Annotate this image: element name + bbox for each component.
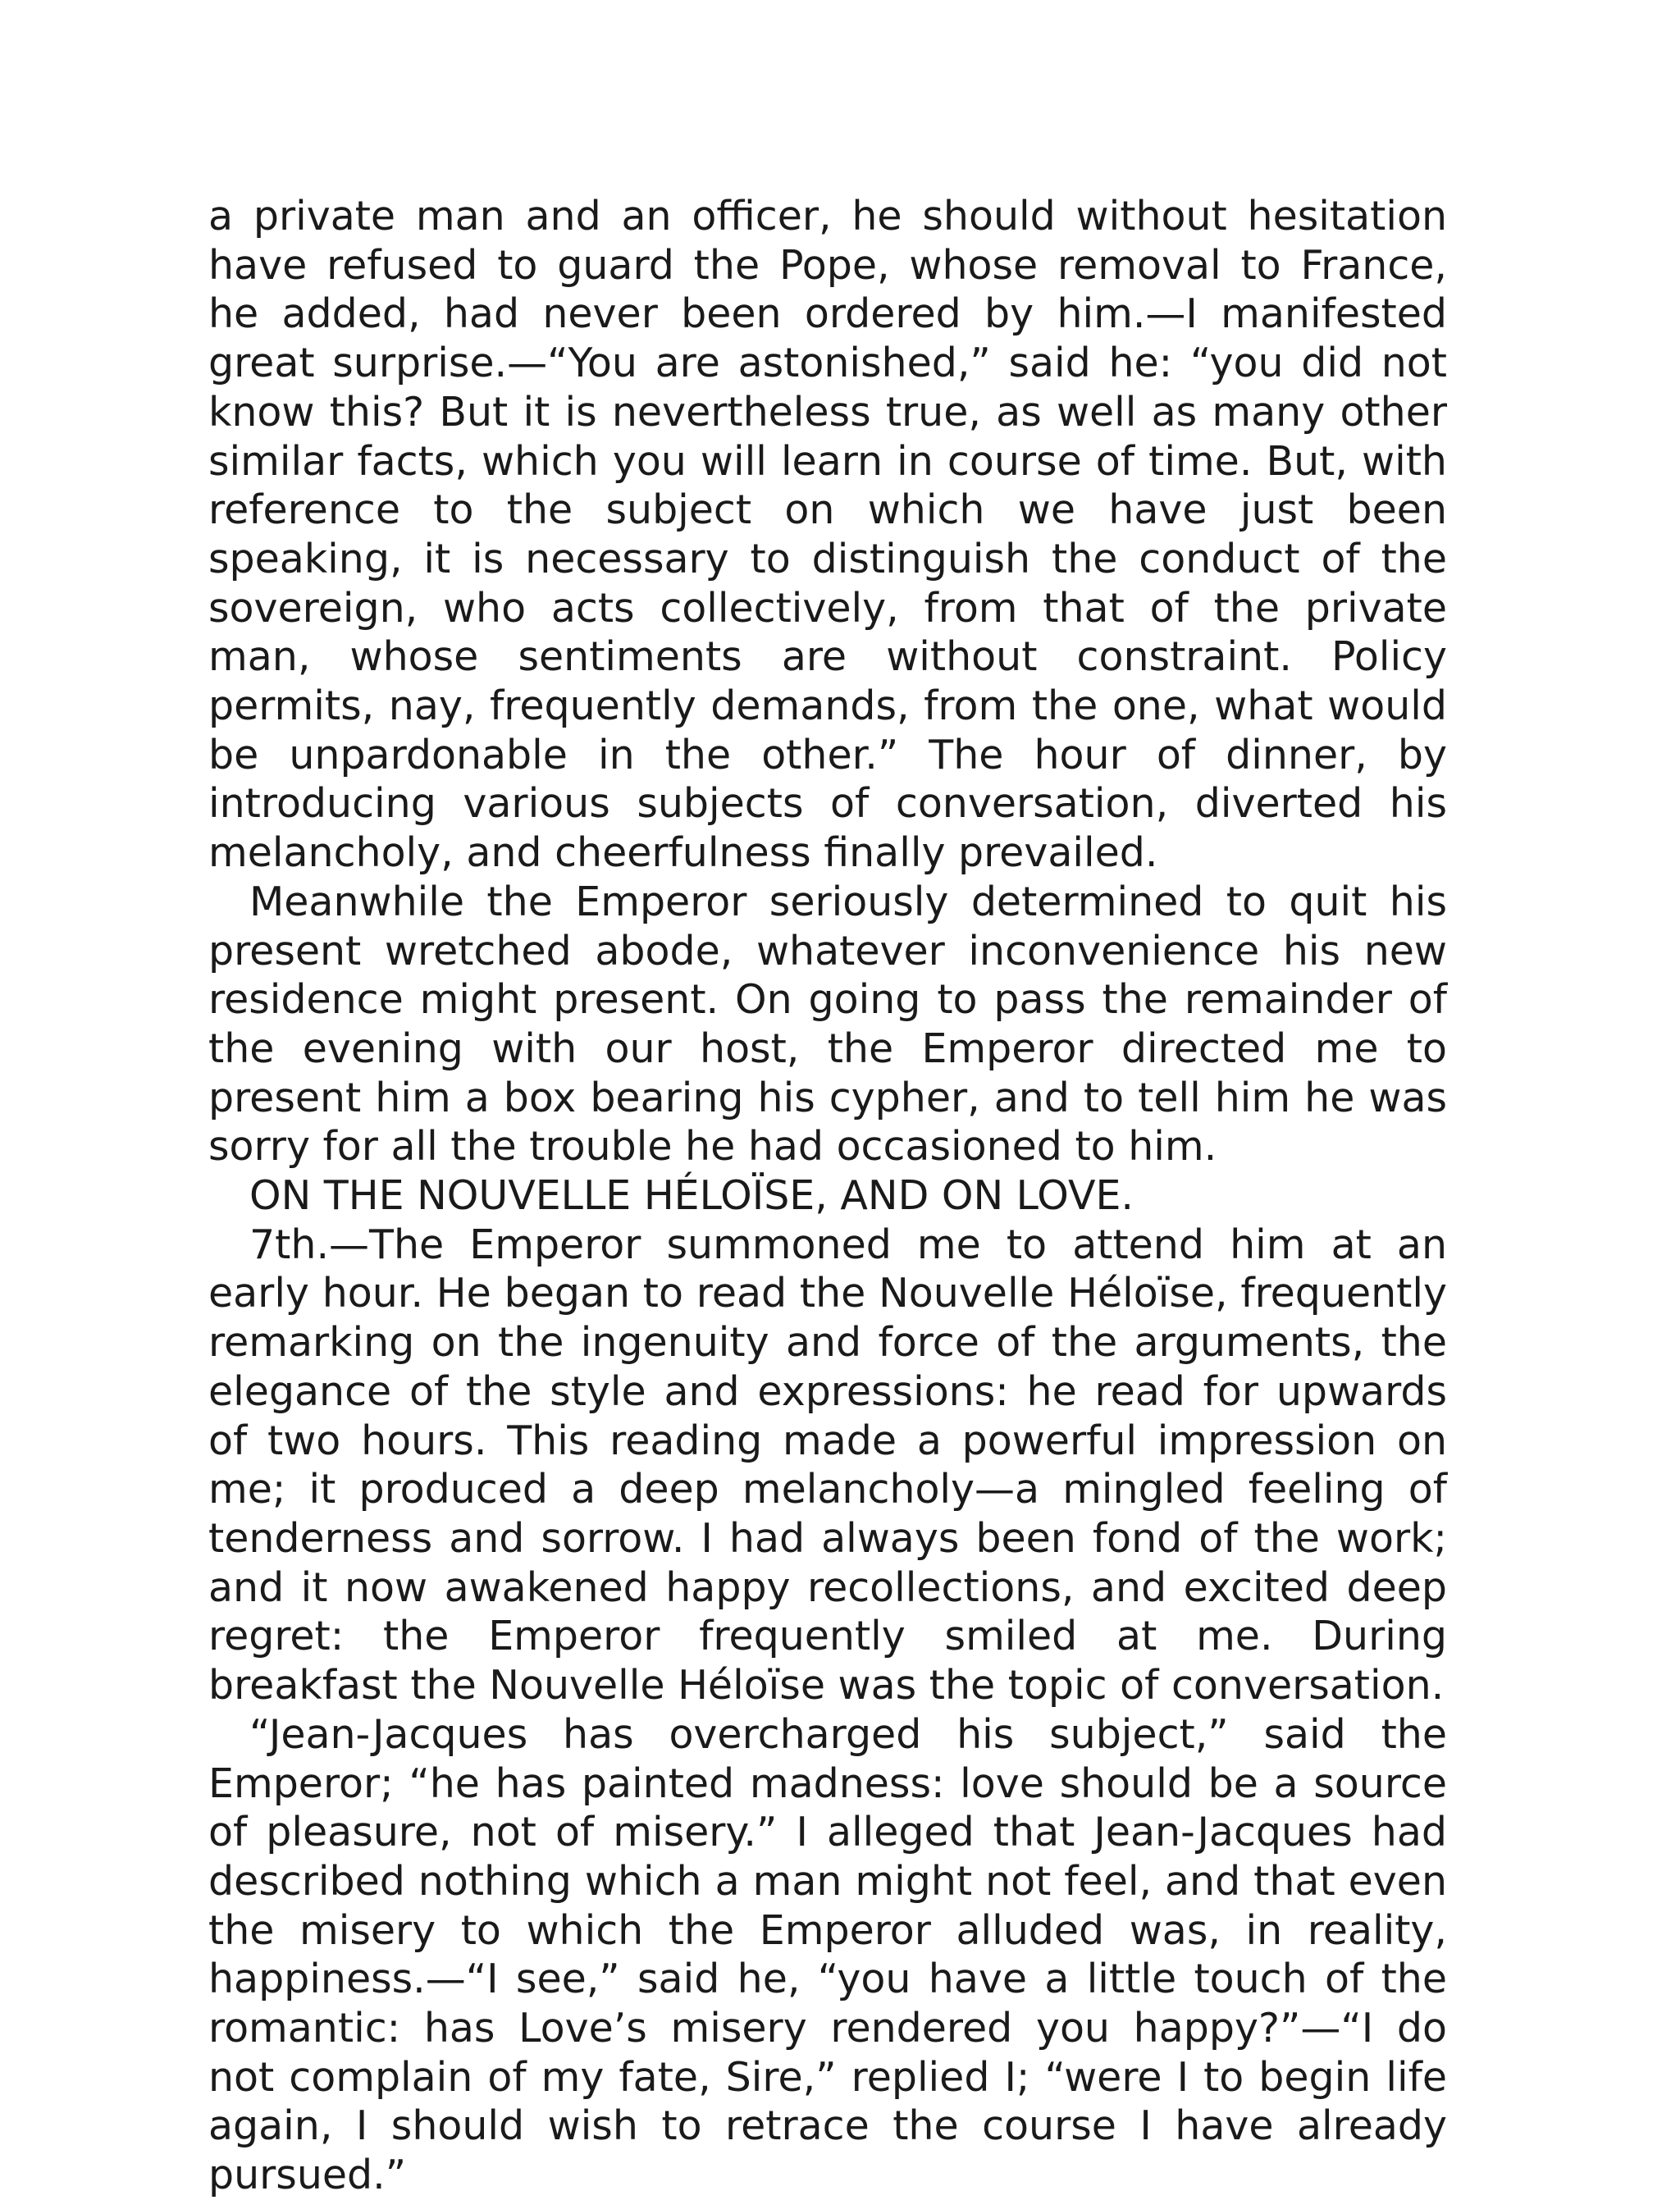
paragraph-1: a private man and an officer, he should without hesitation have refused to guard the Pope, whose removal to France, he added, had never been ordered by him.—I manifested great surprise.—“You are astonished,” said he: “you did not know this? But it is nevertheless true, as well as many other similar facts, which you will learn in course of time. But, with reference to the subject on which we have just been speaking, it is necessary to distinguish the conduct of the sovereign, who acts collectively, from that of the private man, whose sentiments are without constraint. Policy permits, nay, frequently demands, from the one, what would be unpardonable in the other.” The hour of dinner, by introducing various subjects of conversation, diverted his melancholy, and cheerfulness finally prevailed. (208, 193, 1447, 877)
paragraph-3: 7th.—The Emperor summoned me to attend him at an early hour. He began to read the Nouvelle Héloïse, frequently remarking on the ingenuity and force of the arguments, the elegance of the style and expressions: he read for upwards of two hours. This reading made a powerful impression on me; it produced a deep melancholy—a mingled feeling of tenderness and sorrow. I had always been fond of the work; and it now awakened happy recollections, and excited deep regret: the Emperor frequently smiled at me. During breakfast the Nouvelle Héloïse was the topic of conversation. (208, 1221, 1447, 1709)
paragraph-4: “Jean-Jacques has overcharged his subject,” said the Emperor; “he has painted madness: love should be a source of pleasure, not of misery.” I alleged that Jean-Jacques had described nothing which a man might not feel, and that even the misery to which the Emperor alluded was, in reality, happiness.—“I see,” said he, “you have a little touch of the romantic: has Love’s misery rendered you happy?”—“I do not complain of my fate, Sire,” replied I; “were I to begin life again, I should wish to retrace the course I have already pursued.” (208, 1710, 1447, 2199)
page-text (208, 192, 1447, 2200)
paragraph-2: Meanwhile the Emperor seriously determined to quit his present wretched abode, whatever inconvenience his new residence might present. On going to pass the remainder of the evening with our host, the Emperor directed me to present him a box bearing his cypher, and to tell him he was sorry for all the trouble he had occasioned to him. (208, 878, 1447, 1171)
section-heading: ON THE NOUVELLE HÉLOÏSE, AND ON LOVE. (249, 1172, 1134, 1220)
